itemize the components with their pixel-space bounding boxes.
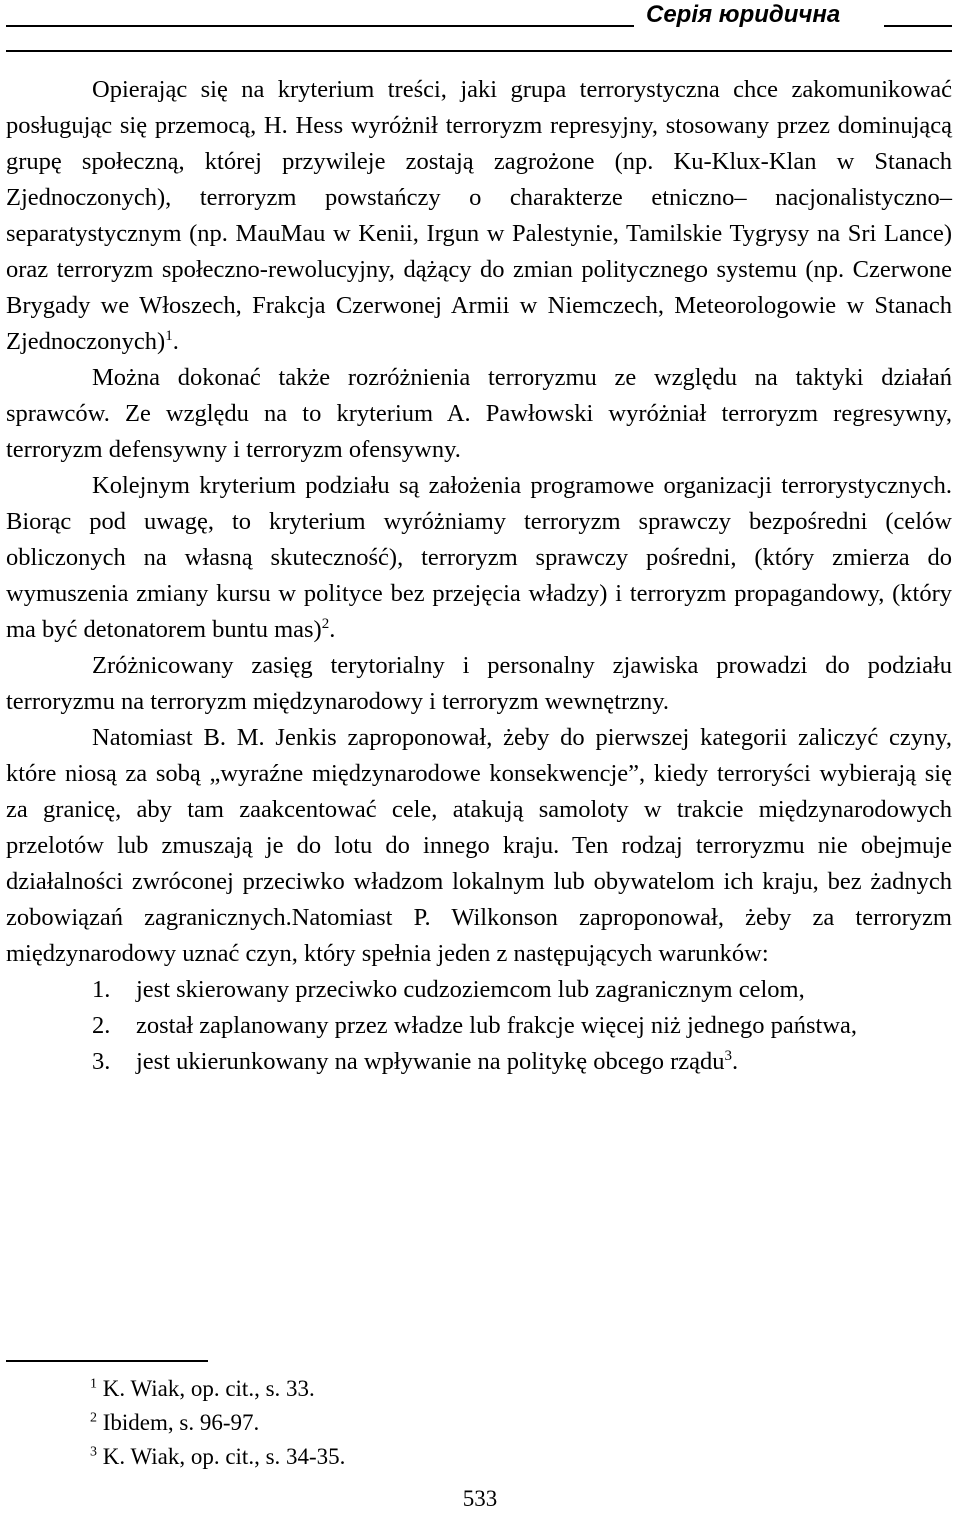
footnote-text: K. Wiak, op. cit., s. 33. xyxy=(102,1376,315,1401)
list-item xyxy=(6,1044,952,1080)
paragraph-jenkis xyxy=(6,720,952,972)
list-text: jest ukierunkowany na wpływanie na politykę obcego rządu xyxy=(136,1048,725,1075)
list-item xyxy=(6,972,952,1008)
footnote-text: K. Wiak, op. cit., s. 34-35. xyxy=(102,1444,346,1469)
paragraph-text: Opierając się na kryterium treści, jaki grupa terrorystyczna chce zakomunikować posługując się przemocą, H. Hess wyróżnił terroryzm represyjny, stosowany przez dominującą grupę społeczną, której przywileje zostają zagrożone (np. Ku-Klux-Klan w Stanach Zjednoczonych), terroryzm powstańczy o charakterze etniczno– nacjonalistyczno– separatystycznym (np. MauMau w Kenii, Irgun w Palestynie, Tamilskie Tygrysy na Sri Lance) oraz terroryzm społeczno-rewolucyjny, dążący do zmian politycznego systemu (np. Czerwone Brygady we Włoszech, Frakcja Czerwonej Armii w Niemczech, Meteorologowie w Stanach Zjednoczonych) xyxy=(6,76,952,355)
list-number: 1. xyxy=(92,976,111,1003)
footnote-mark: 2 xyxy=(90,1410,97,1426)
footnote-separator xyxy=(6,1360,208,1362)
list-number: 3. xyxy=(92,1048,111,1075)
paragraph-text: Kolejnym kryterium podziału są założenia programowe organizacji terrorystycznych. Biorąc pod uwagę, to kryterium wyróżniamy terroryzm sprawczy bezpośredni (celów obliczonych na własną skuteczność), terroryzm sprawczy pośredni, (który zmierza do wymuszenia zmiany kursu w polityce bez przejęcia władzy) i terroryzm propagandowy, (który ma być detonatorem buntu mas) xyxy=(6,472,952,643)
paragraph-territorial xyxy=(6,648,952,720)
main-text xyxy=(6,72,952,1080)
running-header xyxy=(6,0,952,60)
footnote-ref[interactable]: 1 xyxy=(165,327,173,344)
footnotes xyxy=(90,1372,345,1474)
paragraph-end: . xyxy=(329,616,336,643)
list-item xyxy=(6,1008,952,1044)
footnote xyxy=(90,1406,345,1440)
header-rule-left xyxy=(6,25,634,27)
list-number: 2. xyxy=(92,1012,111,1039)
list-text: jest skierowany przeciwko cudzoziemcom lub zagranicznym celom, xyxy=(136,976,805,1003)
paragraph-hess xyxy=(6,72,952,360)
header-rule-right xyxy=(884,25,952,27)
list-text: został zaplanowany przez władze lub frakcje więcej niż jednego państwa, xyxy=(136,1012,858,1039)
paragraph-program xyxy=(6,468,952,648)
series-title: Серія юридична xyxy=(646,1,841,28)
paragraph-end: . xyxy=(172,328,179,355)
footnote xyxy=(90,1440,345,1474)
paragraph-text: Zróżnicowany zasięg terytorialny i personalny zjawiska prowadzi do podziału terroryzmu na terroryzm międzynarodowy i terroryzm wewnętrzny. xyxy=(6,652,952,715)
footnote-text: Ibidem, s. 96-97. xyxy=(102,1410,260,1435)
paragraph-tactics xyxy=(6,360,952,468)
paragraph-text: Natomiast B. M. Jenkis zaproponował, żeby do pierwszej kategorii zaliczyć czyny, które niosą za sobą „wyraźne międzynarodowe konsekwencje”, kiedy terroryści wybierają się za granicę, aby tam zaakcentować cele, atakują samoloty w trakcie międzynarodowych przelotów lub zmuszają je do lotu do innego kraju. Ten rodzaj terroryzmu nie obejmuje działalności zwróconej przeciwko władzom lokalnym lub obywatelom ich kraju, bez żadnych zobowiązań zagranicznych.Natomiast P. Wilkonson zaproponował, żeby za terroryzm międzynarodowy uznać czyn, który spełnia jeden z następujących warunków: xyxy=(6,724,952,967)
footnote-ref[interactable]: 3 xyxy=(724,1047,733,1064)
conditions-list xyxy=(6,972,952,1080)
footnote-ref[interactable]: 2 xyxy=(321,615,330,632)
footnote-mark: 3 xyxy=(90,1444,97,1460)
footnote xyxy=(90,1372,345,1406)
list-end: . xyxy=(732,1048,739,1075)
page-number: 533 xyxy=(462,1486,498,1511)
paragraph-text: Można dokonać także rozróżnienia terroryzmu ze względu na taktyki działań sprawców. Ze względu na to kryterium A. Pawłowski wyróżniał terroryzm regresywny, terroryzm defensywny i terroryzm ofensywny. xyxy=(6,364,952,463)
footnote-mark: 1 xyxy=(90,1376,97,1392)
header-rule-bottom xyxy=(6,50,952,52)
